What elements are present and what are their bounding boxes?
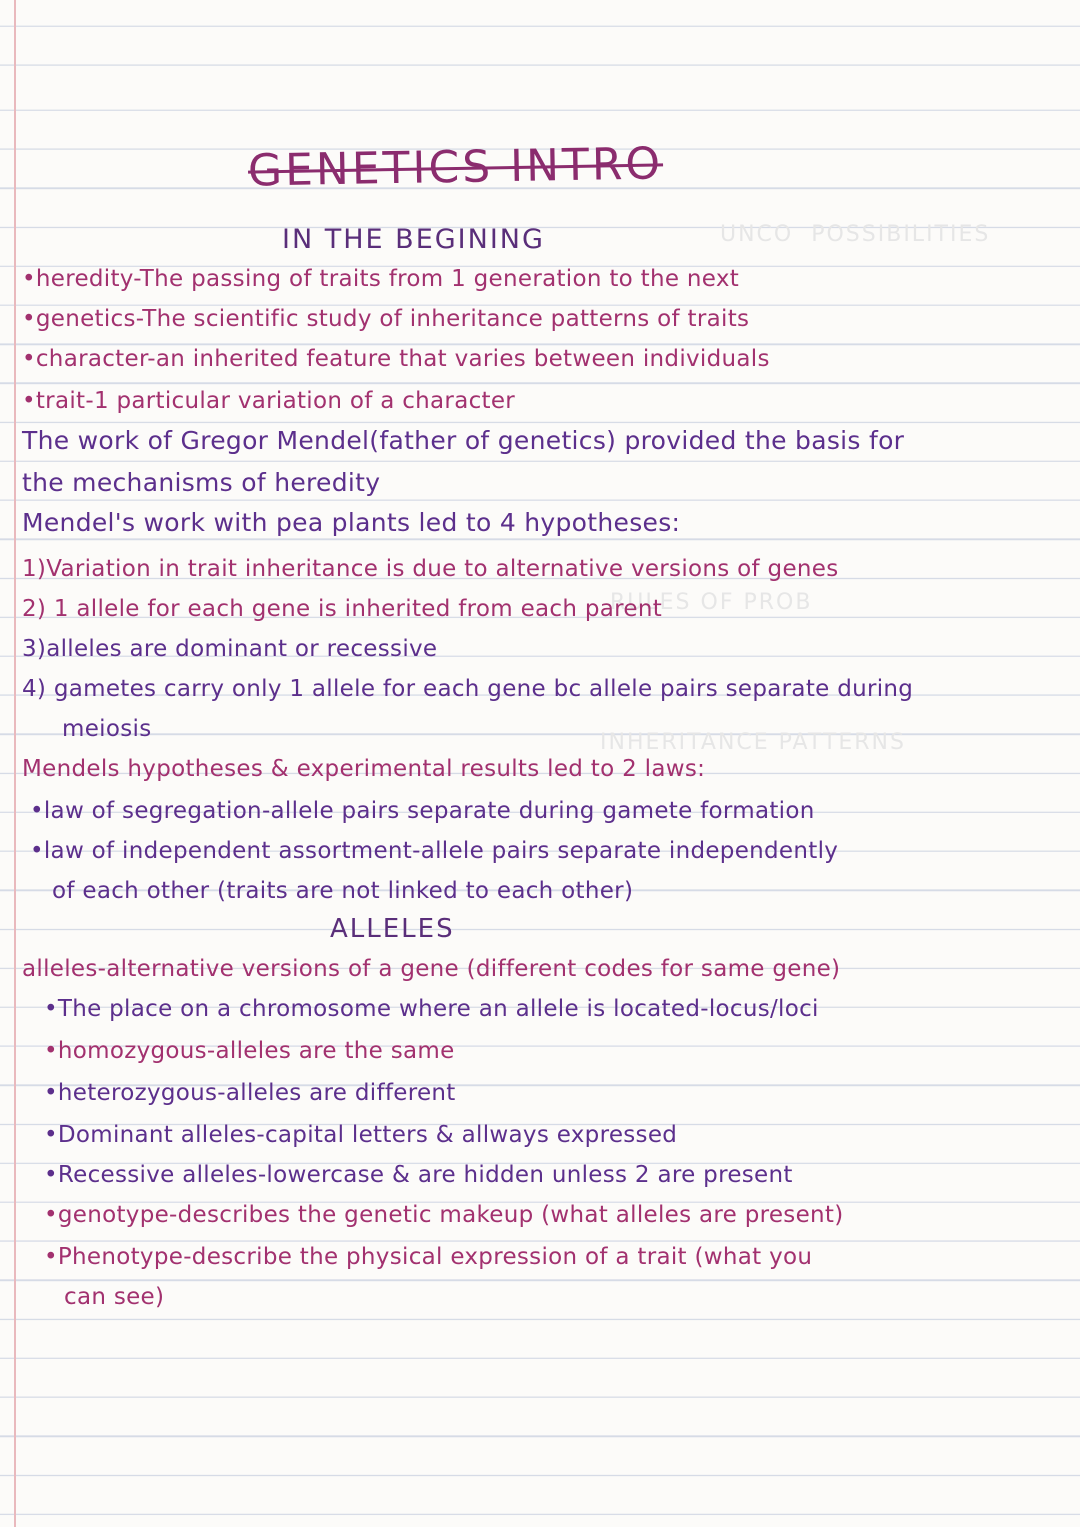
bleed-through: UNCO POSSIBILITIES	[720, 222, 991, 247]
note-line: •heredity-The passing of traits from 1 generation to the next	[22, 266, 740, 292]
note-line: •Dominant alleles-capital letters & allways expressed	[44, 1122, 678, 1148]
note-line: can see)	[64, 1284, 165, 1310]
note-line: Mendels hypotheses & experimental results led to 2 laws:	[22, 756, 706, 782]
note-line: •homozygous-alleles are the same	[44, 1038, 455, 1064]
note-line: •genotype-describes the genetic makeup (what alleles are present)	[44, 1202, 844, 1228]
note-line: •genetics-The scientific study of inheritance patterns of traits	[22, 306, 750, 332]
section-heading-beginning: IN THE BEGINING	[282, 224, 545, 255]
note-line: Mendel's work with pea plants led to 4 hypotheses:	[22, 508, 681, 537]
section-heading-alleles: ALLELES	[330, 914, 455, 944]
note-line: •trait-1 particular variation of a character	[22, 388, 516, 414]
margin-line	[14, 0, 16, 1527]
note-line: alleles-alternative versions of a gene (different codes for same gene)	[22, 956, 841, 982]
note-line: •law of segregation-allele pairs separate during gamete formation	[30, 798, 815, 824]
note-line: 2) 1 allele for each gene is inherited from each parent	[22, 596, 663, 622]
note-line: •heterozygous-alleles are different	[44, 1080, 456, 1106]
note-line: of each other (traits are not linked to each other)	[52, 878, 634, 904]
note-line: •Phenotype-describe the physical expression of a trait (what you	[44, 1244, 813, 1270]
note-line: 3)alleles are dominant or recessive	[22, 636, 438, 662]
note-line: •character-an inherited feature that varies between individuals	[22, 346, 770, 372]
note-line: •law of independent assortment-allele pairs separate independently	[30, 838, 839, 864]
bleed-through: RULES OF PROB	[610, 590, 813, 615]
note-line: the mechanisms of heredity	[22, 468, 381, 497]
note-line: •Recessive alleles-lowercase & are hidden unless 2 are present	[44, 1162, 793, 1188]
note-line: 1)Variation in trait inheritance is due to alternative versions of genes	[22, 556, 839, 582]
bleed-through: INHERITANCE PATTERNS	[600, 730, 906, 755]
note-line: •The place on a chromosome where an allele is located-locus/loci	[44, 996, 819, 1022]
note-line: The work of Gregor Mendel(father of genetics) provided the basis for	[22, 426, 905, 455]
note-line: 4) gametes carry only 1 allele for each gene bc allele pairs separate during	[22, 676, 914, 702]
note-line: meiosis	[62, 716, 152, 742]
page-title: GENETICS INTRO	[247, 138, 664, 197]
